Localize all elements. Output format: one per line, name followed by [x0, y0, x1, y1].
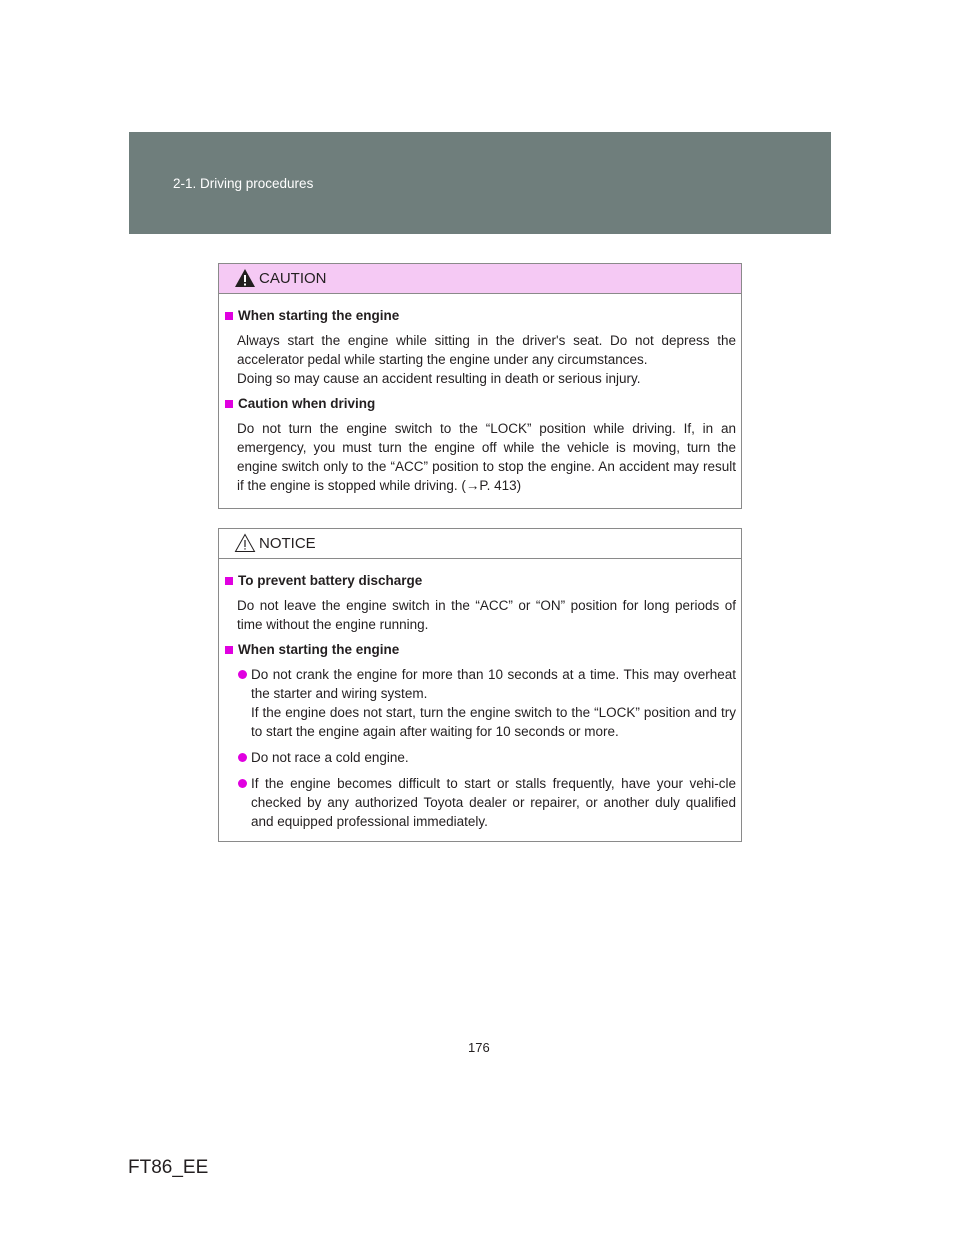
caution-box — [218, 263, 742, 509]
caution-heading-driving: Caution when driving — [225, 395, 736, 413]
caution-heading-starting: When starting the engine — [225, 307, 736, 325]
document-code: FT86_EE — [128, 1157, 209, 1178]
notice-bullet-stalls: If the engine becomes difficult to start or stalls frequently, have your vehi-cle checked by any authorized Toyota dealer or repairer, or another duly qualified and equipped professional immediately. — [225, 774, 736, 831]
square-bullet-icon — [225, 312, 233, 320]
warning-triangle-outline-icon — [234, 533, 256, 553]
square-bullet-icon — [225, 646, 233, 654]
notice-bullet-crank: Do not crank the engine for more than 10 seconds at a time. This may overheat the starter and wiring system. If the engine does not start, turn the engine switch to the “LOCK” position and try to start the engine again after waiting for 10 seconds or more. — [225, 665, 736, 741]
section-title: 2-1. Driving procedures — [173, 176, 314, 191]
caution-text-driving: Do not turn the engine switch to the “LOCK” position while driving. If, in an emergency, you must turn the engine off while the vehicle is moving, turn the engine switch only to the “ACC” position to stop the engine. An accident may result if the engine is stopped while driving. (→P. 413) — [237, 421, 736, 493]
notice-title: NOTICE — [259, 535, 316, 552]
notice-title-bar — [219, 529, 741, 559]
warning-triangle-icon — [234, 268, 256, 288]
square-bullet-icon — [225, 400, 233, 408]
notice-heading-starting: When starting the engine — [225, 641, 736, 659]
round-bullet-icon — [238, 779, 247, 788]
notice-text-battery: Do not leave the engine switch in the “ACC” or “ON” position for long periods of time without the engine running. — [237, 598, 736, 632]
notice-heading-battery: To prevent battery discharge — [225, 572, 736, 590]
notice-box — [218, 528, 742, 842]
round-bullet-icon — [238, 670, 247, 679]
header-band — [129, 132, 831, 234]
round-bullet-icon — [238, 753, 247, 762]
notice-bullet-cold: Do not race a cold engine. — [225, 748, 736, 767]
caution-text-starting: Always start the engine while sitting in the driver's seat. Do not depress the accelerator pedal while starting the engine under any circumstances. Doing so may cause an accident resulting in death or serious injury. — [237, 333, 736, 386]
page-number: 176 — [468, 1040, 490, 1055]
caution-title: CAUTION — [259, 270, 327, 287]
caution-title-bar — [219, 264, 741, 294]
square-bullet-icon — [225, 577, 233, 585]
